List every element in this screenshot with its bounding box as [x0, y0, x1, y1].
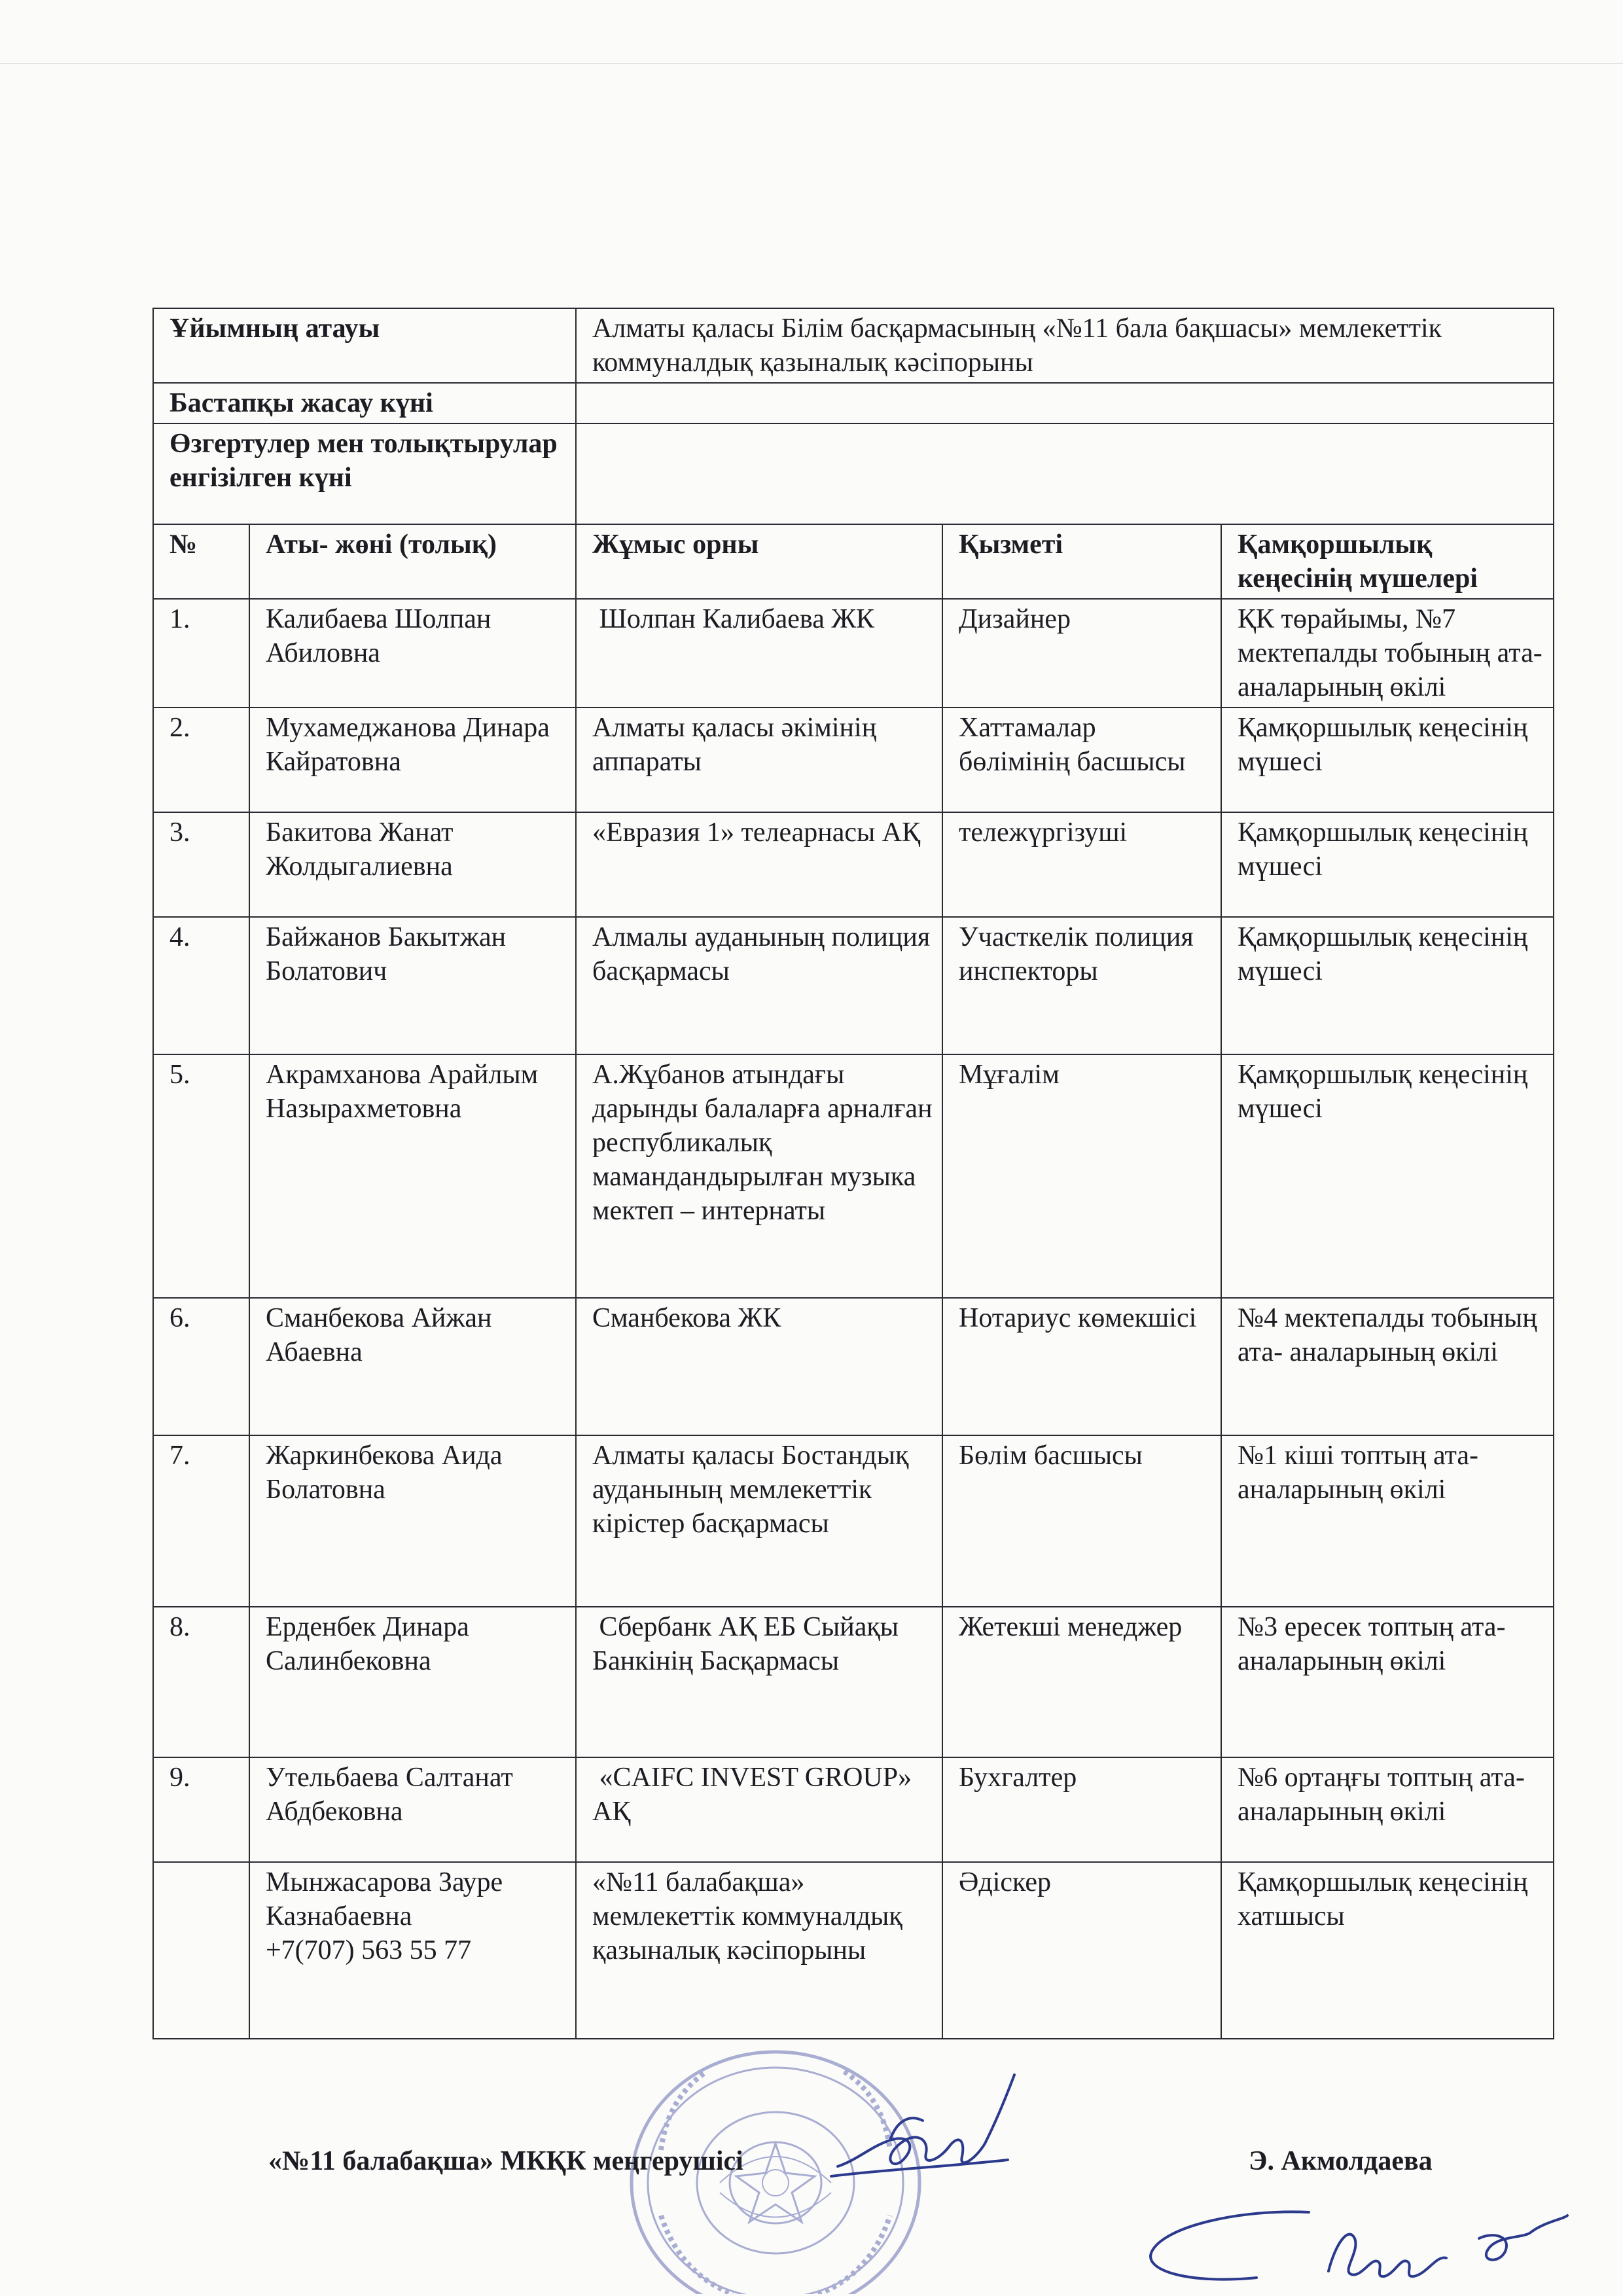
table-row — [153, 708, 1554, 812]
row-number — [153, 1862, 249, 2039]
member-position: Бөлім басшысы — [942, 1435, 1221, 1607]
member-board-role: ҚК төрайымы, №7 мектепалды тобының ата- аналарының өкілі — [1221, 599, 1554, 708]
row-number: 7. — [153, 1435, 249, 1607]
col-header-position: Қызметі — [942, 524, 1221, 599]
org-name-value: Алматы қаласы Білім басқармасының «№11 бала бақшасы» мемлекеттік коммуналдық қазыналық кәсіпорыны — [576, 308, 1554, 383]
amendment-date-value — [576, 423, 1554, 524]
col-header-name: Аты- жөні (толық) — [249, 524, 576, 599]
member-board-role: №4 мектепалды тобының ата- аналарының өкілі — [1221, 1298, 1554, 1435]
member-workplace: Алмалы ауданының полиция басқармасы — [576, 917, 942, 1054]
table-row — [153, 917, 1554, 1054]
member-workplace: «CAIFC INVEST GROUP» АҚ — [576, 1757, 942, 1862]
second-signature — [1113, 2199, 1571, 2291]
head-name: Э. Акмолдаева — [1249, 2146, 1433, 2176]
member-name: Утельбаева Салтанат Абдбековна — [249, 1757, 576, 1862]
member-position: Нотариус көмекшісі — [942, 1298, 1221, 1435]
member-name: Мынжасарова Зауре Казнабаевна — [266, 1867, 503, 1931]
row-number: 8. — [153, 1607, 249, 1757]
row-number: 3. — [153, 812, 249, 917]
member-name: Мухамеджанова Динара Кайратовна — [249, 708, 576, 812]
member-workplace: «Евразия 1» телеарнасы АҚ — [576, 812, 942, 917]
table-row — [153, 1054, 1554, 1298]
member-name: Ерденбек Динара Салинбековна — [249, 1607, 576, 1757]
head-signature — [818, 2062, 1027, 2193]
amendment-date-row — [153, 423, 1554, 524]
scan-edge — [0, 63, 1623, 64]
creation-date-row — [153, 383, 1554, 423]
table-row — [153, 812, 1554, 917]
member-phone: +7(707) 563 55 77 — [266, 1935, 472, 1965]
member-name-cell — [249, 1862, 576, 2039]
row-number: 2. — [153, 708, 249, 812]
col-header-number: № — [153, 524, 249, 599]
row-number: 4. — [153, 917, 249, 1054]
member-workplace: Алматы қаласы Бостандық ауданының мемлекеттік кірістер басқармасы — [576, 1435, 942, 1607]
member-board-role: №6 ортаңғы топтың ата- аналарының өкілі — [1221, 1757, 1554, 1862]
col-header-board-role: Қамқоршылық кеңесінің мүшелері — [1221, 524, 1554, 599]
member-workplace: А.Жұбанов атындағы дарынды балаларға арналған республикалық мамандандырылған музыка мектеп – интернаты — [576, 1054, 942, 1298]
member-name: Калибаева Шолпан Абиловна — [249, 599, 576, 708]
member-position: Хаттамалар бөлімінің басшысы — [942, 708, 1221, 812]
amendment-date-label: Өзгертулер мен толықтырулар енгізілген күні — [153, 423, 576, 524]
column-header-row — [153, 524, 1554, 599]
member-board-role: Қамқоршылық кеңесінің мүшесі — [1221, 917, 1554, 1054]
board-members-table — [152, 308, 1554, 2039]
member-workplace: Сманбекова ЖК — [576, 1298, 942, 1435]
member-name: Жаркинбекова Аида Болатовна — [249, 1435, 576, 1607]
member-board-role: Қамқоршылық кеңесінің хатшысы — [1221, 1862, 1554, 2039]
member-name: Байжанов Бакытжан Болатович — [249, 917, 576, 1054]
member-name: Сманбекова Айжан Абаевна — [249, 1298, 576, 1435]
org-name-row — [153, 308, 1554, 383]
row-number: 5. — [153, 1054, 249, 1298]
member-position: тележүргізуші — [942, 812, 1221, 917]
creation-date-value — [576, 383, 1554, 423]
member-name: Бакитова Жанат Жолдыгалиевна — [249, 812, 576, 917]
member-position: Дизайнер — [942, 599, 1221, 708]
member-position: Мұғалім — [942, 1054, 1221, 1298]
member-position: Жетекші менеджер — [942, 1607, 1221, 1757]
table-row — [153, 1607, 1554, 1757]
row-number: 6. — [153, 1298, 249, 1435]
member-position: Әдіскер — [942, 1862, 1221, 2039]
member-board-role: №1 кіші топтың ата- аналарының өкілі — [1221, 1435, 1554, 1607]
col-header-workplace: Жұмыс орны — [576, 524, 942, 599]
member-workplace: Сбербанк АҚ ЕБ Сыйақы Банкінің Басқармасы — [576, 1607, 942, 1757]
member-board-role: №3 ересек топтың ата- аналарының өкілі — [1221, 1607, 1554, 1757]
table-row — [153, 1435, 1554, 1607]
member-workplace: «№11 балабақша» мемлекеттік коммуналдық қазыналық кәсіпорыны — [576, 1862, 942, 2039]
org-name-label: Ұйымның атауы — [153, 308, 576, 383]
member-board-role: Қамқоршылық кеңесінің мүшесі — [1221, 1054, 1554, 1298]
member-workplace: Алматы қаласы әкімінің аппараты — [576, 708, 942, 812]
table-row — [153, 1862, 1554, 2039]
table-row — [153, 1298, 1554, 1435]
member-position: Бухгалтер — [942, 1757, 1221, 1862]
member-board-role: Қамқоршылық кеңесінің мүшесі — [1221, 812, 1554, 917]
table-row — [153, 1757, 1554, 1862]
member-workplace: Шолпан Калибаева ЖК — [576, 599, 942, 708]
row-number: 1. — [153, 599, 249, 708]
row-number: 9. — [153, 1757, 249, 1862]
member-board-role: Қамқоршылық кеңесінің мүшесі — [1221, 708, 1554, 812]
member-name: Акрамханова Арайлым Назырахметовна — [249, 1054, 576, 1298]
table-row — [153, 599, 1554, 708]
org-head-title: «№11 балабақша» МКҚК меңгерушісі — [268, 2146, 743, 2176]
creation-date-label: Бастапқы жасау күні — [153, 383, 576, 423]
member-position: Участкелік полиция инспекторы — [942, 917, 1221, 1054]
